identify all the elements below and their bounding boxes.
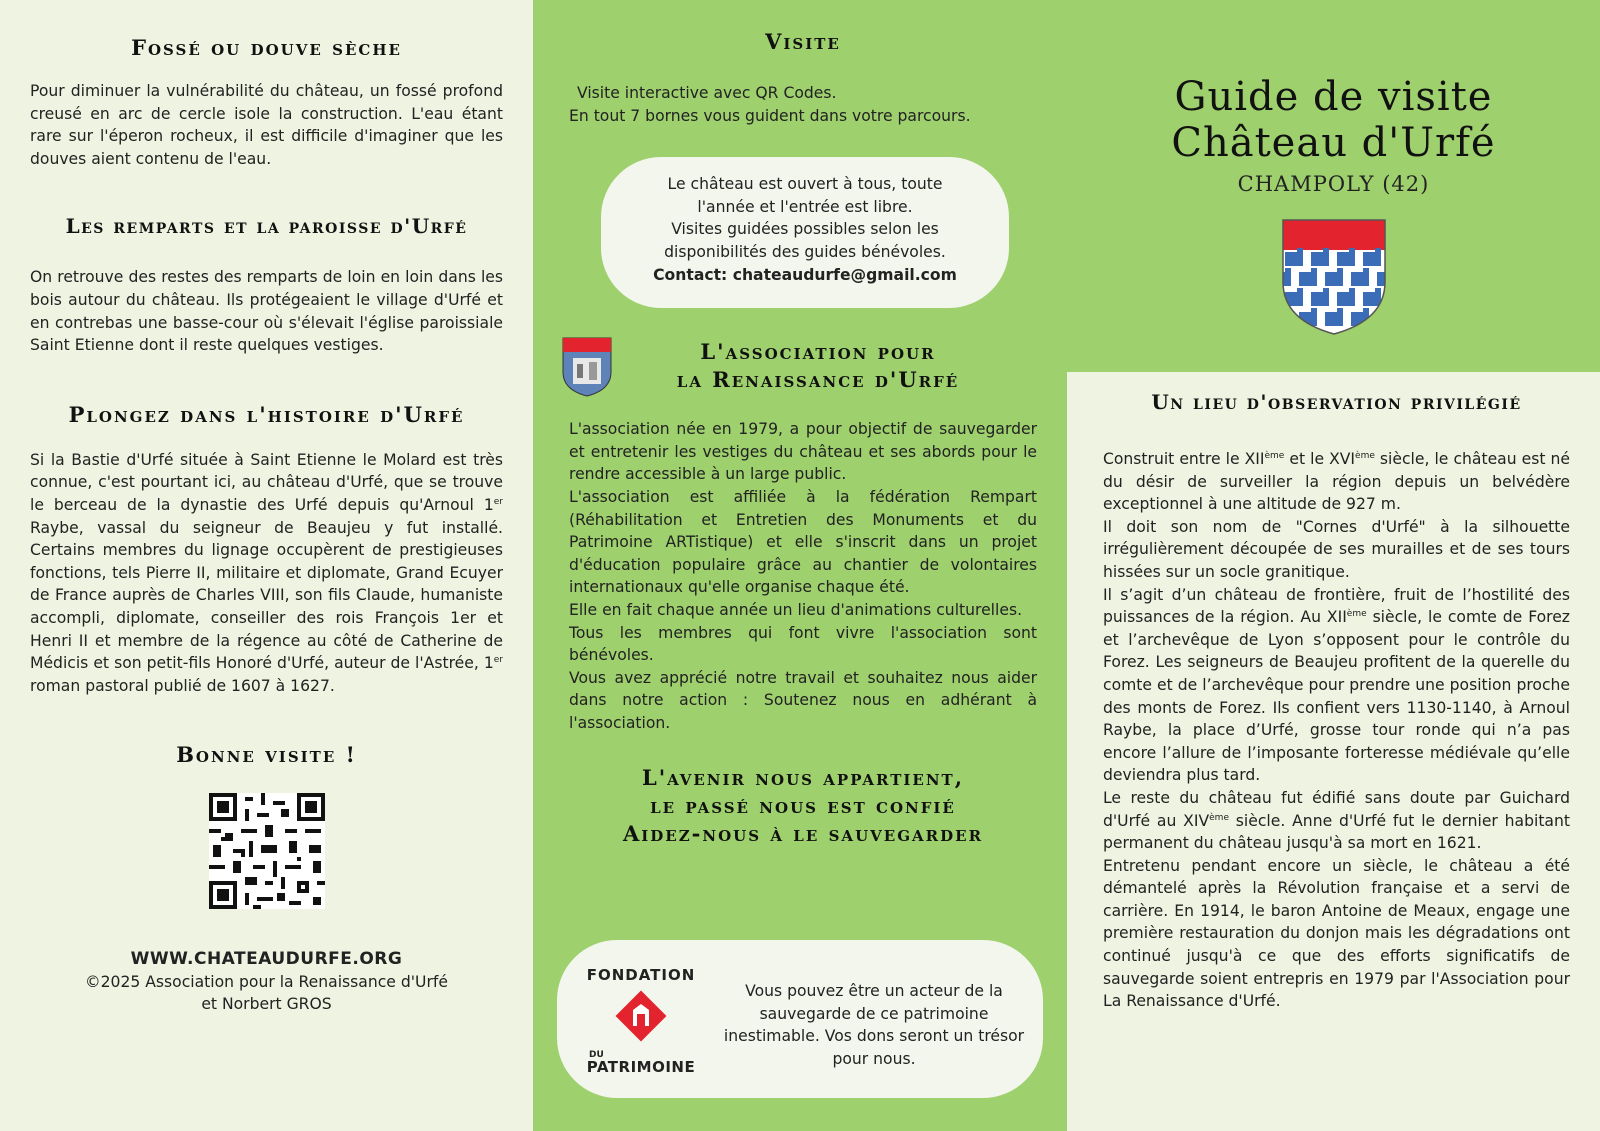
section-title-histoire: Plongez dans l'histoire d'Urfé: [68, 401, 465, 427]
location-subtitle: CHAMPOLY (42): [1237, 172, 1430, 196]
middle-panel: [533, 0, 1067, 1131]
qr-code[interactable]: [30, 793, 503, 913]
chateau-title: Château d'Urfé: [1171, 120, 1496, 166]
copyright-line-2: et Norbert GROS: [201, 995, 332, 1014]
section-title-bonne-visite: Bonne visite !: [176, 742, 357, 768]
section-text-histoire: Si la Bastie d'Urfé située à Saint Etienne le Molard est très connue, c'est pourtant ici, au château d'Urfé, que se trouve le berceau de la dynastie des Urfé depuis qu'Arnoul 1er Raybe, vassal du seigneur de Beaujeu y fut installé. Certains membres du lignage occupèrent de prestigieuses fonctions, tels Pierre II, militaire et diplomate, Grand Ecuyer de France auprès de Charles VIII, son fils Claude, humaniste accompli, diplomate, conseiller des rois François 1er et Henri II et membre de la régence au côté de Catherine de Médicis et son petit-fils Honoré d'Urfé, auteur de l'Astrée, 1er roman pastoral publié de 1607 à 1627.: [30, 450, 503, 695]
left-panel: [0, 0, 533, 1131]
section-text-fosse: Pour diminuer la vulnérabilité du château, un fossé profond creusé en arc de cercle isole la construction. L'eau étant rare sur l'éperon rocheux, il est difficile d'imaginer que les douves aient contenu de l'eau.: [30, 82, 503, 168]
cover-panel: [1067, 0, 1600, 372]
opening-info-pill: Le château est ouvert à tous, toute l'année et l'entrée est libre. Visites guidées possibles selon les disponibilités des guides bénévoles. Contact: chateaudurfe@gmail.com: [601, 157, 1009, 308]
coat-of-arms-icon: [1067, 218, 1600, 340]
association-text: L'association née en 1979, a pour objectif de sauvegarder et entretenir les vestiges du château et ses abords pour le rendre accessible à un large public. L'association est affiliée à la fédération Rempart (Réhabilitation et Entretien des Monuments et du Patrimoine ARTistique) et elle s'inscrit dans un projet d'éducation populaire grâce au chantier de volontaires internationaux qu'elle organise chaque été. Elle en fait chaque année un lieu d'animations culturelles. Tous les membres qui font vivre l'association sont bénévoles. Vous avez apprécié notre travail et souhaitez nous aider dans notre action : Soutenez nous en adhérant à l'association.: [569, 420, 1037, 732]
history-text: Construit entre le XIIème et le XVIème siècle, le château est né du désir de surveiller la région depuis un belvédère exceptionnel à une altitude de 927 m. Il doit son nom de "Cornes d'Urfé" à la silhouette irrégulièrement découpée de ses murailles et de ses tours hissées sur un socle granitique. Il s’agit d’un château de frontière, fruit de l’hostilité des puissances de la région. Au XIIème siècle, le comte de Forez et l’archevêque de Lyon s’opposent pour le contrôle du Forez. Les seigneurs de Beaujeu profitent de la querelle du comte et de l’archevêque pour prendre une position proche des monts de Forez. Ils confient vers 1130-1140, à Arnoul Raybe, la place d’Urfé, grosse tour ronde qui n’a pas encore l’allure de l’imposante forteresse médiévale qu’elle deviendra plus tard. Le reste du château fut édifié sans doute par Guichard d'Urfé au XIVème siècle. Anne d'Urfé fut le dernier habitant permanent du château jusqu'à sa mort en 1621. Entretenu pendant encore un siècle, le château a été démantelé après la Révolution française et a servi de carrière. En 1914, le baron Antoine de Meaux, engage une première restauration du donjon mais les dégradations ont continué jusqu'à ce que des efforts significatifs de sauvegarde soient entrepris en 1979 par l'Association pour La Renaissance d'Urfé.: [1103, 450, 1570, 1011]
contact-email[interactable]: Contact: chateaudurfe@gmail.com: [653, 265, 957, 284]
copyright-line-1: ©2025 Association pour la Renaissance d'Urfé: [85, 973, 448, 992]
donation-text: Vous pouvez être un acteur de la sauvegarde de ce patrimoine inestimable. Vos dons seront un trésor pour nous.: [723, 982, 1025, 1068]
guide-title: Guide de visite: [1174, 74, 1493, 120]
section-title-lieu: Un lieu d'observation privilégié: [1151, 390, 1522, 414]
association-header: [569, 336, 1037, 396]
visit-info: Visite interactive avec QR Codes. En tout 7 bornes vous guident dans votre parcours.: [569, 84, 971, 125]
section-title-fosse: Fossé ou douve sèche: [131, 35, 402, 60]
association-title-line-1: L'association pour: [700, 339, 936, 365]
association-title-line-2: la Renaissance d'Urfé: [676, 367, 960, 393]
fondation-diamond-icon: [611, 986, 671, 1046]
section-title-visite: Visite: [765, 29, 841, 54]
donation-pill: [557, 940, 1043, 1098]
section-title-remparts: Les remparts et la paroisse d'Urfé: [65, 214, 468, 239]
section-text-remparts: On retrouve des restes des remparts de loin en loin dans les bois autour du château. Ils protégeaient le village d'Urfé et en contrebas une basse-cour où s'élevait l'église paroissiale Saint Etienne dont il reste quelques vestiges.: [30, 268, 503, 355]
motto: L'avenir nous appartient, le passé nous est confié Aidez-nous à le sauvegarder: [622, 765, 984, 847]
fondation-patrimoine-logo[interactable]: FONDATION DU PATRIMOINE: [586, 966, 696, 1076]
website-link[interactable]: WWW.CHATEAUDURFE.ORG: [130, 949, 403, 970]
history-panel: [1067, 372, 1600, 1131]
